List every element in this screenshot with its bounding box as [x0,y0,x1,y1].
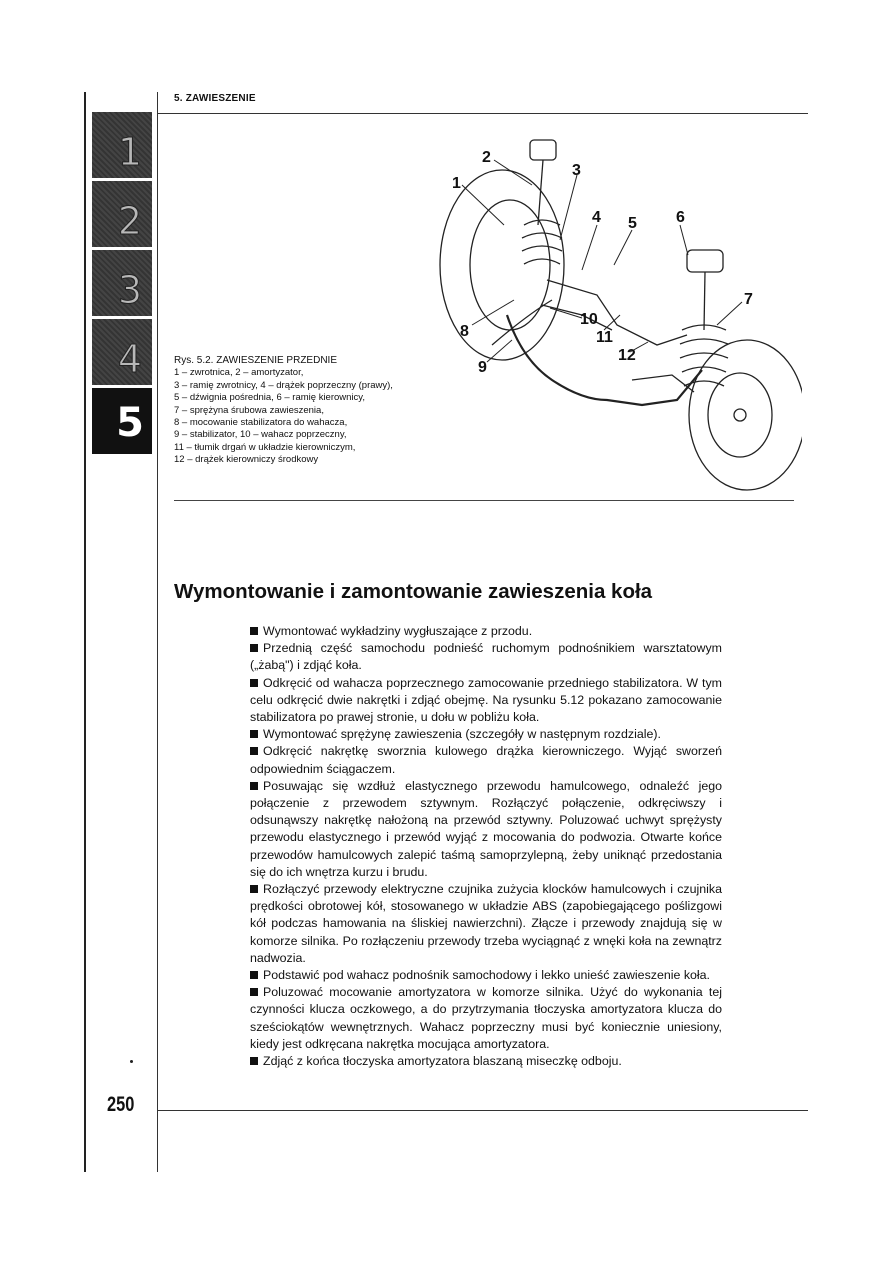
callout-10: 10 [580,311,598,328]
step-paragraph [250,675,722,727]
suspension-diagram [432,130,802,495]
page-edge-line [84,92,86,1172]
step-text: Poluzować mocowanie amortyzatora w komorze silnika. Użyć do wykonania tej czynności klucza oczkowego, a do przytrzymania tłoczyska amortyzatora klucza do sześciokątów wewnętrznych. Wahacz poprzeczny musi być koniecznie uniesiony, kiedy jest odkręcana nakrętka mocująca amortyzatora. [250,985,722,1051]
step-paragraph [250,743,722,777]
chapter-tab-3 [92,250,152,316]
chapter-tab-5-active [92,388,152,454]
caption-line: 8 – mocowanie stabilizatora do wahacza, [174,417,348,429]
callout-4: 4 [592,209,601,226]
step-paragraph [250,726,722,743]
instruction-steps [250,623,722,1070]
chapter-tab-label: 3 [117,268,142,312]
callout-11: 11 [596,329,613,346]
step-paragraph [250,640,722,674]
step-paragraph [250,778,722,881]
page-number: 250 [107,1093,135,1116]
bullet-icon [250,747,258,755]
steering-linkage [547,280,687,345]
right-brake-disc [708,373,772,457]
caption-line: 1 – zwrotnica, 2 – amortyzator, [174,367,304,379]
step-paragraph [250,1053,722,1070]
step-text: Wymontować sprężynę zawieszenia (szczegóły w następnym rozdziale). [263,727,661,742]
step-text: Odkręcić od wahacza poprzecznego zamocowanie przedniego stabilizatora. W tym celu odkręcić dwie nakrętki i zdjąć obejmę. Na rysunku 5.12 pokazano zamocowanie stabilizatora po prawej stronie, u dołu w pobliżu koła. [250,675,722,725]
callout-1: 1 [452,175,461,192]
chapter-tabs [92,112,152,457]
chapter-tab-label: 4 [117,337,142,381]
callout-3: 3 [572,162,581,179]
caption-title: Rys. 5.2. ZAWIESZENIE PRZEDNIE [174,355,337,366]
caption-line: 5 – dźwignia pośrednia, 6 – ramię kierownicy, [174,392,365,404]
suspension-drawing [432,130,802,495]
section-heading: Wymontowanie i zamontowanie zawieszenia koła [174,580,653,603]
bullet-icon [250,988,258,996]
bullet-icon [250,1057,258,1065]
chapter-tab-4 [92,319,152,385]
bullet-icon [250,679,258,687]
figure-caption [174,355,434,467]
left-tyre [440,170,564,360]
bullet-icon [250,971,258,979]
chapter-tab-label: 1 [117,130,142,174]
caption-line: 9 – stabilizator, 10 – wahacz poprzeczny, [174,429,347,441]
chapter-tab-label: 2 [117,199,142,243]
callout-6: 6 [676,209,685,226]
callout-2: 2 [482,149,491,166]
callout-5: 5 [628,215,637,232]
running-header: 5. ZAWIESZENIE [174,93,256,104]
step-text: Rozłączyć przewody elektryczne czujnika zużycia klocków hamulcowych i czujnika prędkości obrotowej kół, stosowanego w układzie ABS (zapobiegającego poślizgowi kół podczas hamowania na śliskiej nawierzchni). Złącze i przewody znajdują się w komorze silnika. Po rozłączeniu przewody trzeba wyciągnąć z wnęki koła na zewnątrz nadwozia. [250,882,722,965]
caption-line: 7 – sprężyna śrubowa zawieszenia, [174,404,324,416]
step-text: Posuwając się wzdłuż elastycznego przewodu hamulcowego, odnaleźć jego połączenie z przewodem sztywnym. Rozłączyć połączenie, odkręciwszy i odsunąwszy nakrętkę nałożoną na przewód sztywny. Poluzować uchwyt sprężysty przewodu elastycznego i przewód wyjąć z mocowania do podwozia. Otwarte końce przewodów hamulcowych zalepić taśmą samoprzylepną, żeby uniknąć przedostania się do ich wnętrza kurzu i brudu. [250,778,722,879]
chapter-tab-1 [92,112,152,178]
callout-8: 8 [460,323,469,340]
left-strut-mount [530,140,556,160]
footer-rule [157,1110,808,1111]
step-text: Przednią część samochodu podnieść ruchomym podnośnikiem warsztatowym („żabą") i zdjąć koła. [250,641,722,673]
bullet-icon [250,644,258,652]
step-paragraph [250,984,722,1053]
callout-12: 12 [618,347,636,364]
step-paragraph [250,623,722,640]
chapter-tab-2 [92,181,152,247]
step-text: Podstawić pod wahacz podnośnik samochodowy i lekko unieść zawieszenie koła. [263,968,710,983]
step-paragraph [250,881,722,967]
chapter-tab-label: 5 [116,400,144,446]
step-text: Zdjąć z końca tłoczyska amortyzatora blaszaną miseczkę odboju. [263,1054,622,1069]
inner-margin-line [157,92,158,1172]
header-rule [157,113,808,114]
bullet-icon [250,627,258,635]
step-text: Odkręcić nakrętkę sworznia kulowego drążka kierowniczego. Wyjąć sworzeń odpowiednim ściągaczem. [250,744,722,776]
callout-7: 7 [744,291,753,308]
right-coil-spring [680,325,728,386]
right-strut-mount [687,250,723,272]
step-text: Wymontować wykładziny wygłuszające z przodu. [263,624,533,638]
figure-separator-rule [174,500,794,501]
step-paragraph [250,967,722,984]
margin-dot [130,1060,133,1063]
caption-line: 3 – ramię zwrotnicy, 4 – drążek poprzeczny (prawy), [174,379,393,391]
bullet-icon [250,782,258,790]
caption-line: 11 – tłumik drgań w układzie kierowniczym, [174,441,356,453]
bullet-icon [250,885,258,893]
callout-9: 9 [478,359,487,376]
caption-line: 12 – drążek kierowniczy środkowy [174,454,319,466]
bullet-icon [250,730,258,738]
